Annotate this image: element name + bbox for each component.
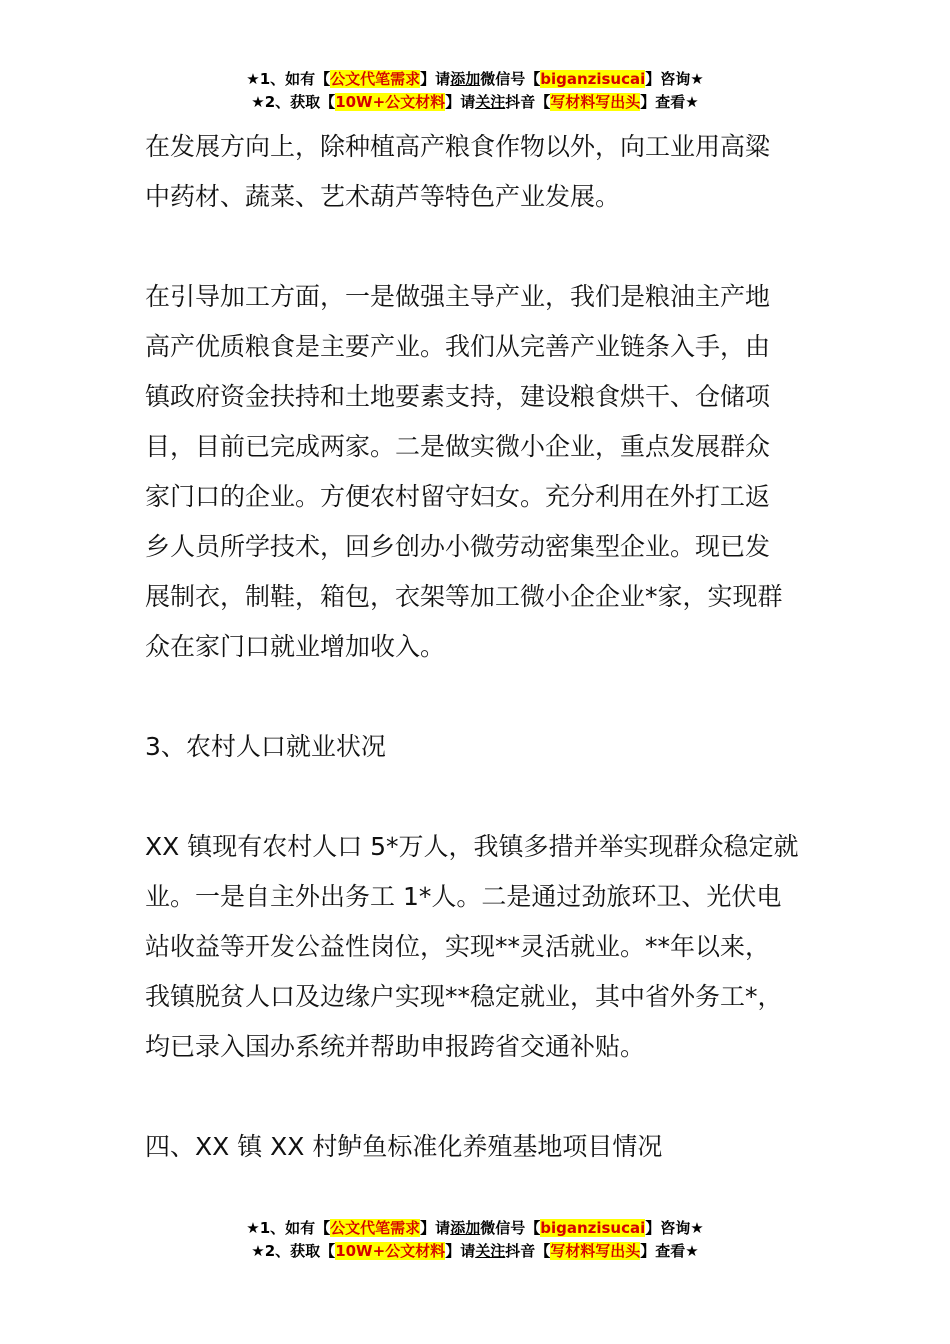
header-line-1-highlight-1: 公文代笔需求	[330, 70, 421, 88]
text-line: 目，目前已完成两家。二是做实微小企业，重点发展群众	[145, 432, 771, 461]
text-line: 我镇脱贫人口及边缘户实现**稳定就业，其中省外务工*，	[145, 982, 783, 1011]
header-line-1-mid-1: 】请	[420, 70, 451, 88]
paragraph-gap	[145, 672, 810, 722]
text-line: 站收益等开发公益性岗位，实现**灵活就业。**年以来，	[145, 932, 771, 961]
header-line-2-underline: 关注	[475, 93, 506, 111]
text-line: 乡人员所学技术，回乡创办小微劳动密集型企业。现已发	[145, 532, 771, 561]
paragraph-gap	[145, 222, 810, 272]
text-line: 在发展方向上，除种植高产粮食作物以外，向工业用高粱	[145, 132, 771, 161]
header-line-2-highlight-1: 10W+公文材料	[335, 93, 446, 111]
header-line-1-end: 】咨询★	[645, 70, 704, 88]
header-line-2-mid-2: 抖音【	[505, 93, 551, 111]
footer-line-1-mid-1: 】请	[420, 1219, 451, 1237]
text-line: 家门口的企业。方便农村留守妇女。充分利用在外打工返	[145, 482, 771, 511]
header-line-2-mid-1: 】请	[445, 93, 476, 111]
header-line-2-prefix: ★2、获取【	[251, 93, 336, 111]
text-line: XX 镇现有农村人口 5*万人，我镇多措并举实现群众稳定就	[145, 832, 799, 861]
header-line-1-highlight-2: biganzisucai	[540, 70, 646, 88]
footer-line-1-mid-2: 微信号【	[480, 1219, 541, 1237]
footer-line-1-highlight-1: 公文代笔需求	[330, 1219, 421, 1237]
text-line: 众在家门口就业增加收入。	[145, 632, 446, 661]
text-line: 均已录入国办系统并帮助申报跨省交通补贴。	[145, 1032, 646, 1061]
header-line-1	[0, 68, 950, 91]
footer-line-1-end: 】咨询★	[645, 1219, 704, 1237]
header-line-1-underline: 添加	[450, 70, 481, 88]
text-line: 在引导加工方面，一是做强主导产业，我们是粮油主产地	[145, 282, 771, 311]
text-line: 高产优质粮食是主要产业。我们从完善产业链条入手，由	[145, 332, 771, 361]
paragraph-gap	[145, 1072, 810, 1122]
section-heading: 3、农村人口就业状况	[145, 732, 386, 761]
header-banner	[0, 68, 950, 114]
document-body	[145, 122, 810, 1172]
header-line-1-mid-2: 微信号【	[480, 70, 541, 88]
text-line: 业。一是自主外出务工 1*人。二是通过劲旅环卫、光伏电	[145, 882, 782, 911]
text-line: 镇政府资金扶持和土地要素支持，建设粮食烘干、仓储项	[145, 382, 771, 411]
header-line-2-highlight-2: 写材料写出头	[550, 93, 641, 111]
footer-line-1-prefix: ★1、如有【	[246, 1219, 331, 1237]
text-line: 中药材、蔬菜、艺术葫芦等特色产业发展。	[145, 182, 621, 211]
footer-line-1-underline: 添加	[450, 1219, 481, 1237]
footer-line-1-highlight-2: biganzisucai	[540, 1219, 646, 1237]
footer-banner	[0, 1217, 950, 1263]
footer-line-2	[0, 1240, 950, 1263]
paragraph-gap	[145, 772, 810, 822]
footer-line-2-highlight-1: 10W+公文材料	[335, 1242, 446, 1260]
footer-line-2-end: 】查看★	[640, 1242, 699, 1260]
text-line: 展制衣，制鞋，箱包，衣架等加工微小企企业*家，实现群	[145, 582, 783, 611]
header-line-1-prefix: ★1、如有【	[246, 70, 331, 88]
header-line-2	[0, 91, 950, 114]
footer-line-2-mid-2: 抖音【	[505, 1242, 551, 1260]
footer-line-2-underline: 关注	[475, 1242, 506, 1260]
footer-line-2-prefix: ★2、获取【	[251, 1242, 336, 1260]
header-line-2-end: 】查看★	[640, 93, 699, 111]
footer-line-2-mid-1: 】请	[445, 1242, 476, 1260]
footer-line-2-highlight-2: 写材料写出头	[550, 1242, 641, 1260]
footer-line-1	[0, 1217, 950, 1240]
section-heading: 四、XX 镇 XX 村鲈鱼标准化养殖基地项目情况	[145, 1132, 663, 1161]
